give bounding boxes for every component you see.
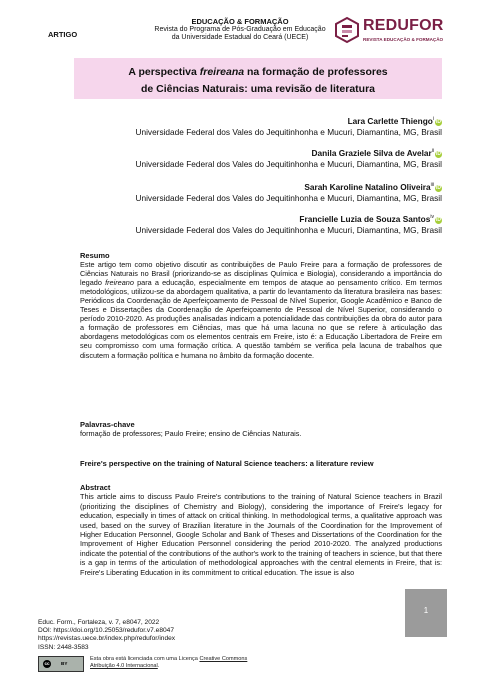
logo-tagline: REVISTA EDUCAÇÃO & FORMAÇÃO: [363, 37, 444, 42]
article-title-band: [74, 58, 442, 99]
article-title-line-1: A perspectiva freireana na formação de professores: [128, 66, 388, 78]
orcid-icon[interactable]: iD: [436, 217, 441, 223]
issn-text: ISSN: 2448-3583: [38, 643, 89, 651]
english-title: Freire's perspective on the training of Natural Science teachers: a literature review: [80, 459, 374, 468]
article-title-line-2: de Ciências Naturais: uma revisão de literatura: [140, 83, 375, 95]
redufor-logo-icon: [333, 16, 361, 44]
citation-block: [38, 619, 175, 652]
abstract-text: This article aims to discuss Paulo Freire's contributions to the training of Natural Science teachers in Brazil (prioritizing the disciplines of Chemistry and Biology), considering the importance of Freire's legacy for education, especially in times of attack on critical thinking. In methodological terms, a qualitative approach was used, based on the survey of Brazilian literature in the Journals of the Coordination for the Improvement of Higher Education Personnel, Google Scholar and Bank of Theses and Dissertations of the Coordination for the Improvement of Higher Education Personnel considering the period 2010-2020. The analyzed productions indicate the potential of the contributions of the author's work to the training of teachers in science, but that there is a gap in terms of the articulation of methodological approaches with the central elements in Freire, that is: Freire's Liberating Education in its commitment to critical education. The issue is also: [80, 492, 442, 577]
page-number: 1: [423, 606, 429, 615]
author-name: Sarah Karoline Natalino Oliveira$^{iii}$ iD: [304, 182, 441, 192]
keywords-heading: Palavras-chave: [80, 420, 135, 429]
keywords-text: formação de professores; Paulo Freire; ensino de Ciências Naturais.: [80, 429, 302, 439]
cc-icon: cc: [44, 661, 50, 666]
journal-url-link[interactable]: https://revistas.uece.br/index.php/redufor/index: [38, 635, 176, 643]
cc-by-4-link[interactable]: Atribuição 4.0 Internacional: [90, 663, 158, 670]
orcid-icon[interactable]: iD: [436, 119, 441, 125]
author-mark: iii: [430, 182, 434, 189]
license-text: Esta obra está licenciada com uma Licença Creative Commons Atribuição 4.0 Internacional.: [90, 656, 248, 670]
journal-title: EDUCAÇÃO & FORMAÇÃO: [191, 17, 289, 26]
keywords-section: [80, 420, 442, 438]
abstract-heading: Abstract: [80, 483, 111, 492]
cc-by-license-badge[interactable]: [38, 656, 84, 672]
citation-text: Educ. Form., Fortaleza, v. 7, e8047, 2022: [38, 619, 160, 626]
resumo-section: [80, 251, 442, 360]
creative-commons-link[interactable]: Creative Commons: [199, 656, 248, 662]
author-affiliation: Universidade Federal dos Vales do Jequitinhonha e Mucuri, Diamantina, MG, Brasil: [135, 225, 442, 235]
author-mark: i: [432, 116, 434, 123]
orcid-icon[interactable]: iD: [436, 185, 441, 191]
by-label: BY: [61, 661, 68, 666]
author-name: Francielle Luzia de Souza Santos$^{iv}$ iD: [299, 214, 441, 224]
resumo-heading: Resumo: [80, 251, 110, 260]
journal-logo: [333, 15, 443, 49]
author-affiliation: Universidade Federal dos Vales do Jequitinhonha e Mucuri, Diamantina, MG, Brasil: [135, 193, 442, 203]
author-mark: iv: [430, 214, 434, 221]
resumo-text: Este artigo tem como objetivo discutir as contribuições de Paulo Freire para a formação de professores de Ciências Naturais no Brasil (priorizando-se as disciplinas Química e Biologia), considerando a importância do legado freireano para a educação, especialmente em tempos de ataque ao pensamento crítico. Em termos metodológicos, utilizou-se da abordagem qualitativa, a partir do levantamento da literatura brasileira nas bases: Periódicos da Coordenação de Aperfeiçoamento de Pessoal de Nível Superior, Google Acadêmico e Banco de Teses e Dissertações da Coordenação de Aperfeiçoamento de Pessoal de Nível Superior, considerando o período 2010-2020. As produções analisadas indicam a potencialidade das contribuições da obra do autor para a formação de professores em Ciências, mas que há uma lacuna no que se refere à articulação das abordagens metodológicas com os elementos centrais em Freire, isto é: a Educação Libertadora de Freire em seu compromisso com uma formação crítica. A questão também se verifica pela lacuna de trabalhos que discutem a formação política e humana no âmbito da formação docente.: [80, 260, 442, 360]
author-affiliation: Universidade Federal dos Vales do Jequitinhonha e Mucuri, Diamantina, MG, Brasil: [135, 159, 442, 169]
page-number-box: [405, 589, 447, 637]
author-mark: ii: [431, 148, 434, 155]
author-name: Lara Carlette Thiengo$^i$ iD: [347, 116, 441, 126]
abstract-section: [80, 483, 442, 577]
doi-link[interactable]: DOI: https://doi.org/10.25053/redufor.v7.e8047: [38, 627, 174, 635]
section-label: ARTIGO: [48, 30, 78, 39]
author-affiliation: Universidade Federal dos Vales do Jequitinhonha e Mucuri, Diamantina, MG, Brasil: [135, 127, 442, 137]
orcid-icon[interactable]: iD: [436, 151, 441, 157]
journal-subtitle-line: Revista do Programa de Pós-Graduação em Educação: [154, 26, 326, 33]
logo-wordmark: REDUFOR: [363, 17, 444, 34]
journal-subtitle-line: da Universidade Estadual do Ceará (UECE): [171, 34, 309, 41]
author-name: Danila Graziele Silva de Avelar$^{ii}$ iD: [311, 148, 441, 158]
